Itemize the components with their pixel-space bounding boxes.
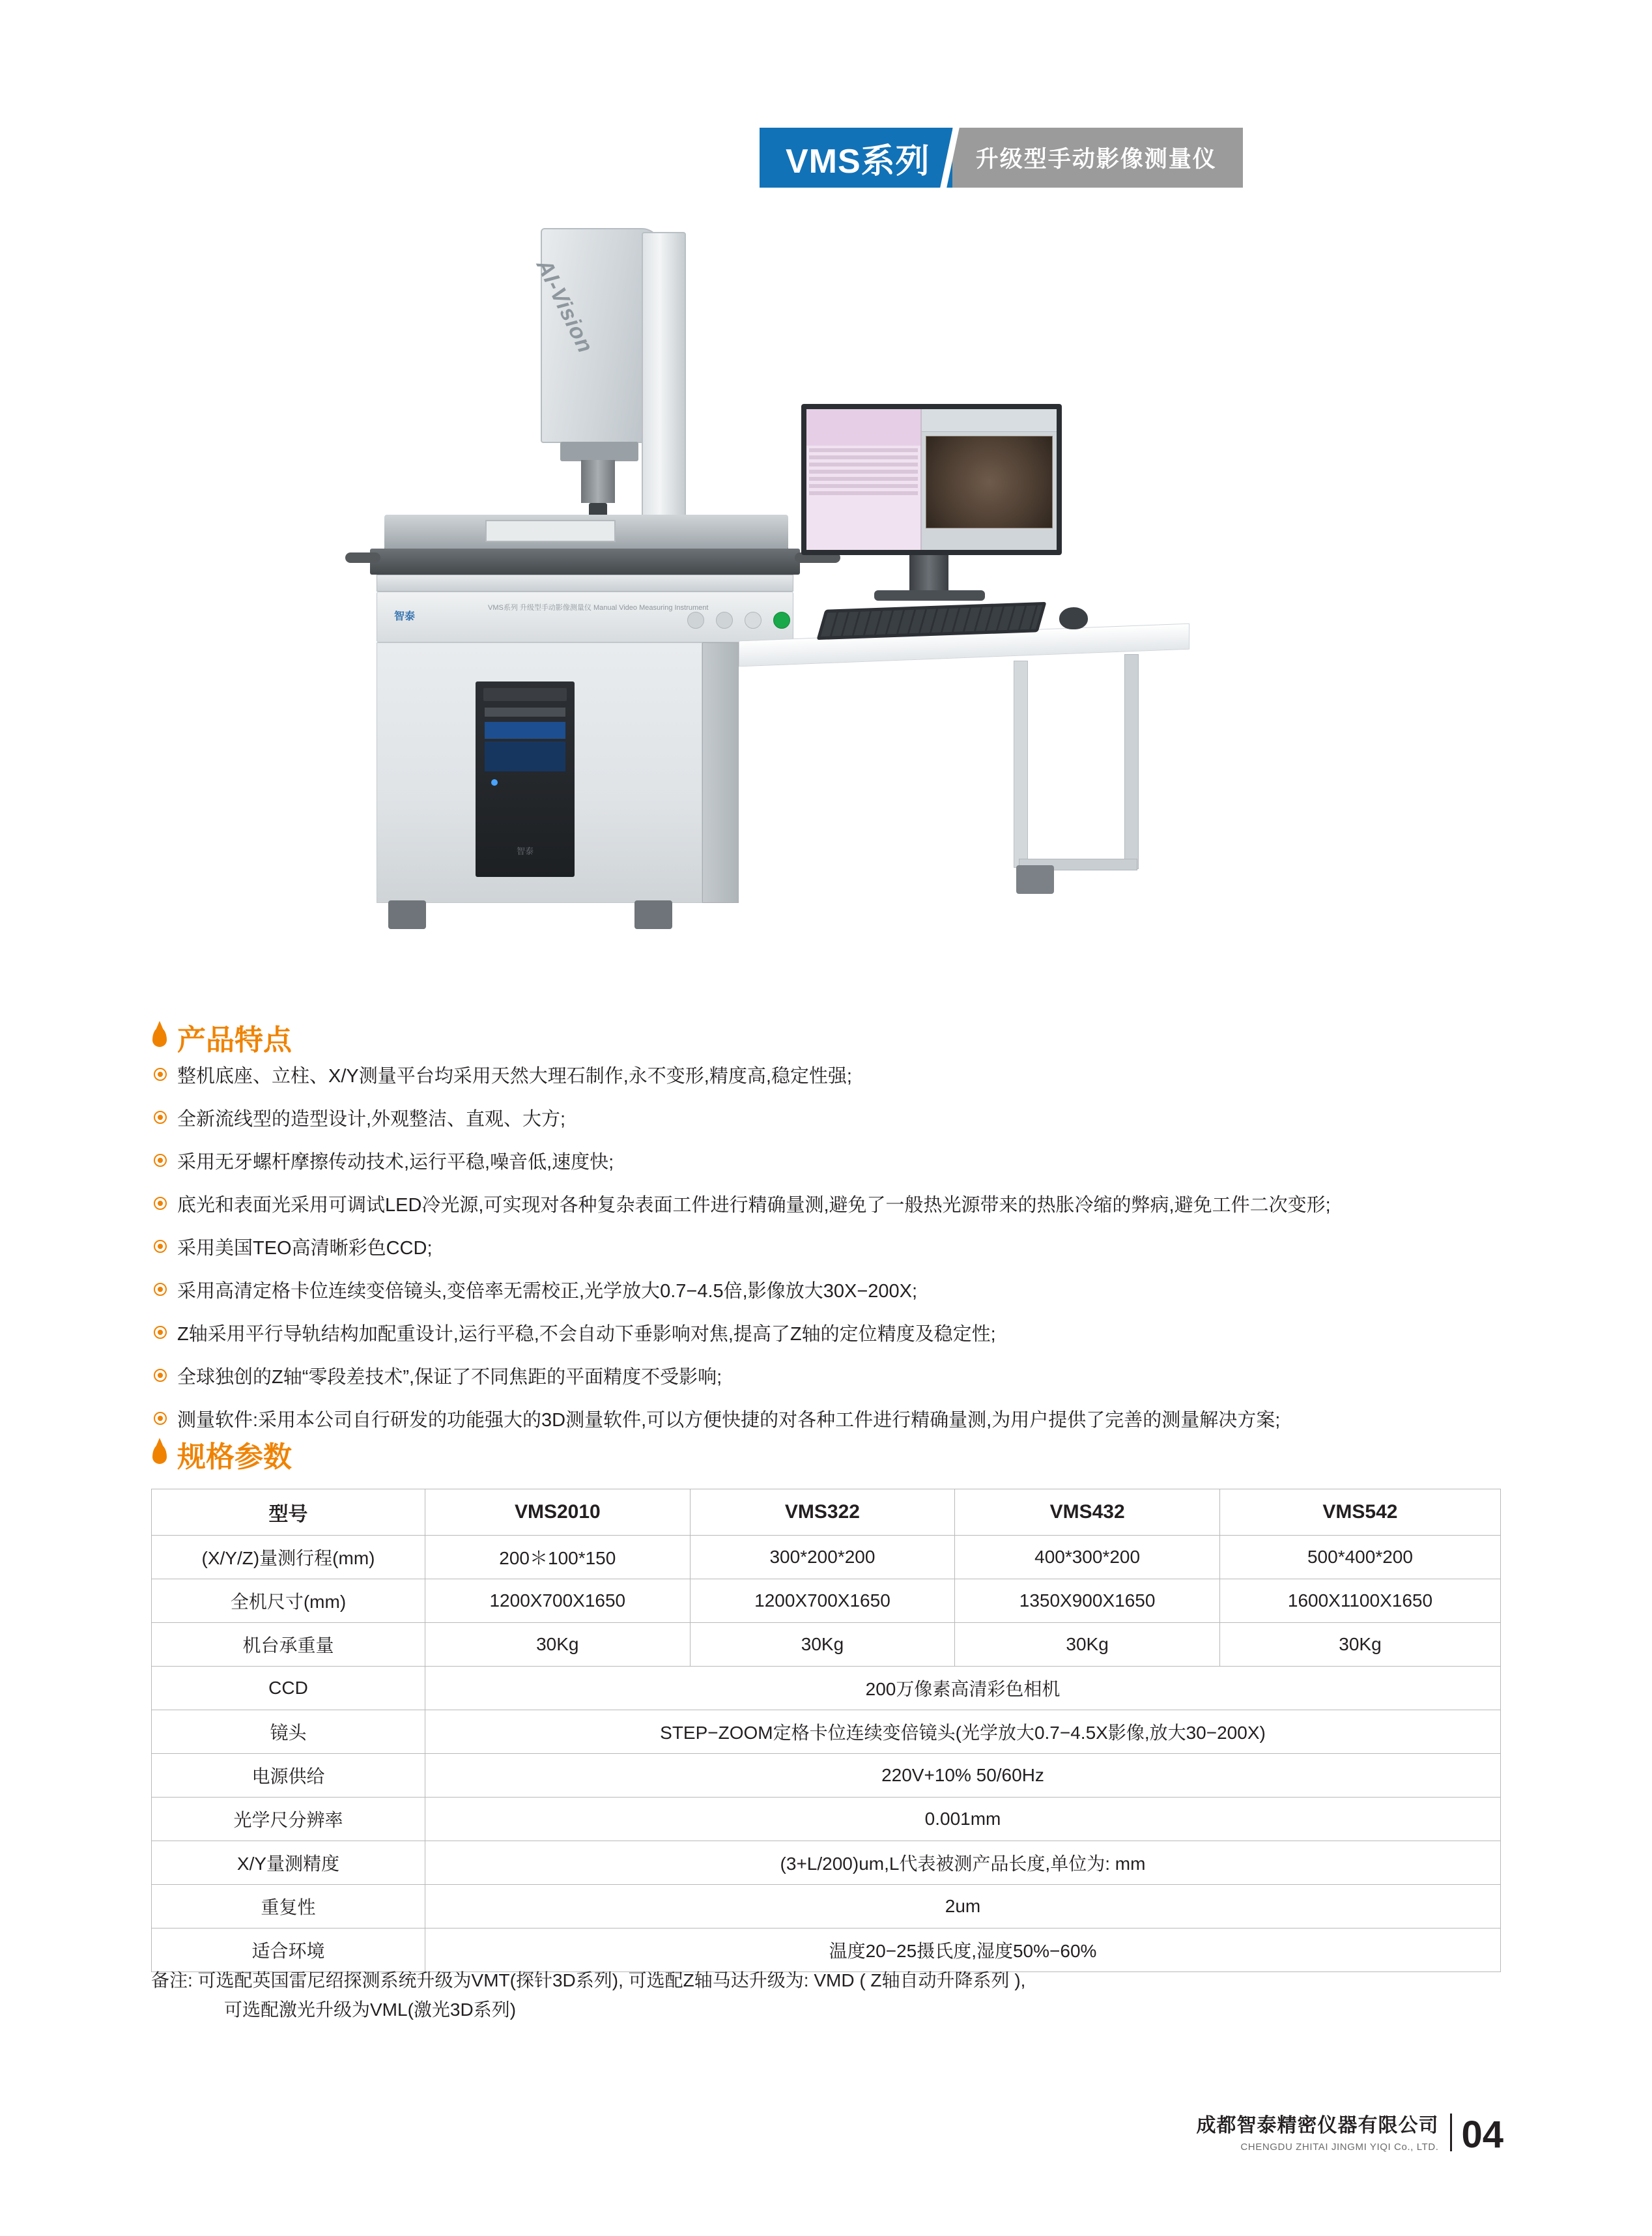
software-data-row [809,477,918,481]
tower-drive-bay [485,708,565,717]
table-row [152,1841,1501,1885]
tower-front-panel [485,722,565,739]
power-button [773,612,790,629]
table-row [152,1928,1501,1972]
list-item [154,1234,1574,1263]
column-header: VMS432 [955,1489,1220,1536]
software-data-row [809,470,918,474]
spec-remark [151,1966,1519,2025]
table-header-row [152,1489,1501,1536]
footer-company [1196,2109,1438,2153]
column-header: VMS2010 [425,1489,691,1536]
software-main-pane [922,409,1057,550]
column-header: 型号 [152,1489,425,1536]
feature-text: 底光和表面光采用可调试LED冷光源,可实现对各种复杂表面工件进行精确量测,避免了一般热光源带来的热胀冷缩的弊病,避免工件二次变形; [177,1194,1331,1216]
software-data-row [809,491,918,495]
table-row [152,1798,1501,1841]
mouse [1059,607,1088,629]
row-label: 重复性 [152,1885,425,1928]
leveling-foot [388,900,426,929]
leveling-foot [634,900,672,929]
droplet-icon [152,1444,167,1464]
cell-merged: 220V+10% 50/60Hz [425,1754,1501,1798]
cell: 30Kg [955,1623,1220,1667]
zoom-lens [581,460,615,503]
bullet-icon [154,1197,167,1210]
software-sidebar [806,409,922,550]
cell: 1600X1100X1650 [1219,1579,1500,1623]
feature-text: 全球独创的Z轴“零段差技术”,保证了不同焦距的平面精度不受影响; [177,1366,722,1388]
features-section-heading [152,1016,292,1058]
column-header: VMS542 [1219,1489,1500,1536]
feature-text: 采用高清定格卡位连续变倍镜头,变倍率无需校正,光学放大0.7−4.5倍,影像放大30X−200X; [177,1280,918,1302]
spec-table [151,1489,1501,1972]
row-label: 电源供给 [152,1754,425,1798]
bullet-icon [154,1369,167,1382]
banner-subtitle: 升级型手动影像测量仪 [952,128,1243,188]
bullet-icon [154,1068,167,1081]
list-item [154,1105,1574,1134]
list-item [154,1148,1574,1177]
cell-merged: 2um [425,1885,1501,1928]
list-item [154,1363,1574,1392]
bullet-icon [154,1326,167,1339]
desk-foot [1016,865,1054,894]
page-number: 04 [1461,2113,1503,2156]
row-label: 机台承重量 [152,1623,425,1667]
tower-top-vent [483,688,567,701]
features-list [154,1062,1574,1448]
monitor-stand [909,555,948,594]
feature-text: 采用美国TEO高清晰彩色CCD; [177,1237,433,1259]
feature-text: Z轴采用平行导轨结构加配重设计,运行平稳,不会自动下垂影响对焦,提高了Z轴的定位精度及稳定性; [177,1323,996,1345]
control-panel [377,592,793,642]
vertical-column [642,232,686,532]
feature-text: 全新流线型的造型设计,外观整洁、直观、大方; [177,1108,566,1130]
table-row [152,1885,1501,1928]
table-row [152,1710,1501,1754]
panel-knob-1 [687,612,704,629]
stage-glass-window [485,520,616,542]
row-label: (X/Y/Z)量测行程(mm) [152,1536,425,1579]
list-item [154,1320,1574,1349]
machine-brand-label: AI-Vision [531,255,598,358]
panel-knob-3 [745,612,762,629]
spec-section-heading [152,1433,292,1475]
software-camera-view [926,436,1053,529]
cell-merged: (3+L/200)um,L代表被测产品长度,单位为: mm [425,1841,1501,1885]
cell: 200＊100*150 [425,1536,691,1579]
software-toolbar [922,409,1057,432]
bullet-icon [154,1412,167,1425]
cabinet-side-panel [702,642,739,903]
software-data-row [809,455,918,459]
cell: 1350X900X1650 [955,1579,1220,1623]
cell: 1200X700X1650 [425,1579,691,1623]
cell: 1200X700X1650 [690,1579,955,1623]
table-row [152,1536,1501,1579]
cell: 30Kg [690,1623,955,1667]
tower-power-led [491,779,498,786]
droplet-icon [152,1027,167,1047]
product-photo [345,208,1192,977]
software-data-row [809,463,918,466]
company-name-cn: 成都智泰精密仪器有限公司 [1196,2115,1439,2136]
column-header: VMS322 [690,1489,955,1536]
cell: 300*200*200 [690,1536,955,1579]
banner-series-title: VMS系列 [760,128,952,188]
tower-front-panel-lower [485,741,565,771]
panel-model-text: VMS系列 升级型手动影像测量仪 Manual Video Measuring Instrument [488,604,709,612]
monitor [801,404,1062,555]
bullet-icon [154,1111,167,1124]
cell: 400*300*200 [955,1536,1220,1579]
row-label: 适合环境 [152,1928,425,1972]
list-item [154,1062,1574,1091]
cell-merged: 温度20−25摄氏度,湿度50%−60% [425,1928,1501,1972]
monitor-screen [806,409,1057,550]
software-data-row [809,484,918,488]
software-data-row [809,448,918,452]
desk-leg [1014,661,1028,868]
table-row [152,1579,1501,1623]
cell: 500*400*200 [1219,1536,1500,1579]
row-label: 光学尺分辨率 [152,1798,425,1841]
list-item [154,1277,1574,1306]
remark-line-1: 备注: 可选配英国雷尼绍探测系统升级为VMT(探针3D系列), 可选配Z轴马达升级为: VMD ( Z轴自动升降系列 ), [151,1970,1026,1990]
panel-knob-2 [716,612,733,629]
feature-text: 测量软件:采用本公司自行研发的功能强大的3D测量软件,可以方便快捷的对各种工件进行精确量测,为用户提供了完善的测量解决方案; [177,1409,1281,1431]
page-footer [1196,2109,1503,2156]
features-heading-label: 产品特点 [177,1024,292,1056]
cell-merged: 200万像素高清彩色相机 [425,1667,1501,1710]
table-row [152,1623,1501,1667]
x-axis-knob [345,552,380,563]
table-row [152,1754,1501,1798]
row-label: 全机尺寸(mm) [152,1579,425,1623]
head-neck [560,442,638,461]
cell: 30Kg [1219,1623,1500,1667]
bullet-icon [154,1283,167,1296]
spec-heading-label: 规格参数 [177,1441,292,1473]
desk-leg [1124,654,1139,869]
computer-tower [476,681,575,877]
cell: 30Kg [425,1623,691,1667]
stage-carriage [370,549,800,575]
remark-line-2: 可选配激光升级为VML(激光3D系列) [224,1999,517,2020]
software-preview-pane [806,409,920,446]
feature-text: 采用无牙螺杆摩擦传动技术,运行平稳,噪音低,速度快; [177,1151,614,1173]
list-item [154,1191,1574,1220]
table-row [152,1667,1501,1710]
list-item [154,1406,1574,1435]
row-label: 镜头 [152,1710,425,1754]
row-label: CCD [152,1667,425,1710]
software-data-list [806,446,920,501]
feature-text: 整机底座、立柱、X/Y测量平台均采用天然大理石制作,永不变形,精度高,稳定性强; [177,1066,852,1087]
bullet-icon [154,1154,167,1167]
keyboard-keys [821,605,1042,637]
monitor-base [874,590,985,601]
footer-divider [1450,2114,1452,2151]
bullet-icon [154,1240,167,1253]
tower-brand-label: 智泰 [516,846,534,856]
cell-merged: 0.001mm [425,1798,1501,1841]
granite-base [377,575,793,592]
row-label: X/Y量测精度 [152,1841,425,1885]
panel-brand-label: 智泰 [394,611,416,622]
company-name-en: CHENGDU ZHITAI JINGMI YIQI Co., LTD. [1240,2142,1439,2153]
cell-merged: STEP−ZOOM定格卡位连续变倍镜头(光学放大0.7−4.5X影像,放大30−200X) [425,1710,1501,1754]
page-banner [760,128,1243,188]
